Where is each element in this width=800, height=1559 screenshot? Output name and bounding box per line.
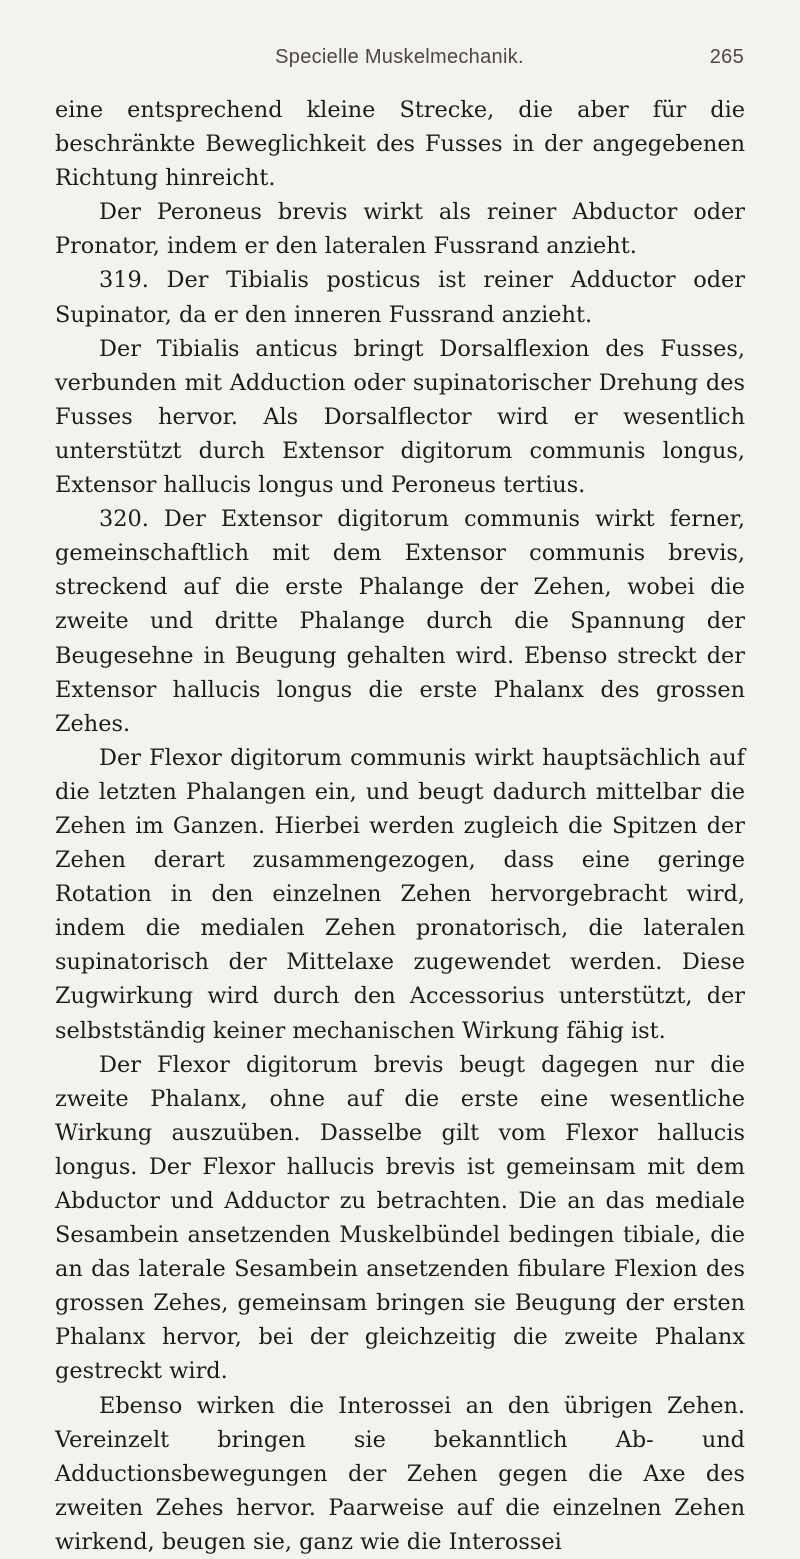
paragraph: eine entsprechend kleine Strecke, die aber für die beschränkte Beweglichkeit des Fusses in der angegebenen Richtung hinreicht. — [55, 97, 745, 192]
paragraph: 320. Der Extensor digitorum communis wirkt ferner, gemeinschaftlich mit dem Extensor communis brevis, streckend auf die erste Phalange der Zehen, wobei die zweite und dritte Phalange durch die Spannung der Beugesehne in Beugung gehalten wird. Ebenso streckt der Extensor hallucis longus die erste Phalanx des grossen Zehes. — [55, 506, 745, 737]
running-title: Specielle Muskelmechanik. — [275, 46, 524, 68]
body-text — [55, 93, 745, 1559]
paragraph: Der Flexor digitorum brevis beugt dagegen nur die zweite Phalanx, ohne auf die erste eine wesentliche Wirkung auszuüben. Dasselbe gilt vom Flexor hallucis longus. Der Flexor hallucis brevis ist gemeinsam mit dem Abductor und Adductor zu betrachten. Die an das mediale Sesambein ansetzenden Muskelbündel bedingen tibiale, die an das laterale Sesambein ansetzenden fibulare Flexion des grossen Zehes, gemeinsam bringen sie Beugung der ersten Phalanx hervor, bei der gleichzeitig die zweite Phalanx gestreckt wird. — [55, 1051, 745, 1385]
page-number: 265 — [709, 46, 744, 68]
running-header — [55, 46, 744, 72]
paragraph: Ebenso wirken die Interossei an den übrigen Zehen. Vereinzelt bringen sie bekanntlich Ab- und Adductionsbewegungen der Zehen gegen die Axe des zweiten Zehes hervor. Paarweise auf die einzelnen Zehen wirkend, beugen sie, ganz wie die Interossei — [55, 1392, 745, 1555]
paragraph: 319. Der Tibialis posticus ist reiner Adductor oder Supinator, da er den inneren Fussrand anzieht. — [55, 267, 745, 328]
paragraph: Der Tibialis anticus bringt Dorsalflexion des Fusses, verbunden mit Adduction oder supinatorischer Drehung des Fusses hervor. Als Dorsalflector wird er wesentlich unterstützt durch Extensor digitorum communis longus, Extensor hallucis longus und Peroneus tertius. — [55, 335, 745, 499]
paragraph: Der Flexor digitorum communis wirkt hauptsächlich auf die letzten Phalangen ein, und beugt dadurch mittelbar die Zehen im Ganzen. Hierbei werden zugleich die Spitzen der Zehen derart zusammengezogen, dass eine geringe Rotation in den einzelnen Zehen hervorgebracht wird, indem die medialen Zehen pronatorisch, die lateralen supinatorisch der Mittelaxe zugewendet werden. Diese Zugwirkung wird durch den Accessorius unterstützt, der selbstständig keiner mechanischen Wirkung fähig ist. — [55, 744, 745, 1044]
paragraph: Der Peroneus brevis wirkt als reiner Abductor oder Pronator, indem er den lateralen Fussrand anzieht. — [55, 199, 745, 260]
